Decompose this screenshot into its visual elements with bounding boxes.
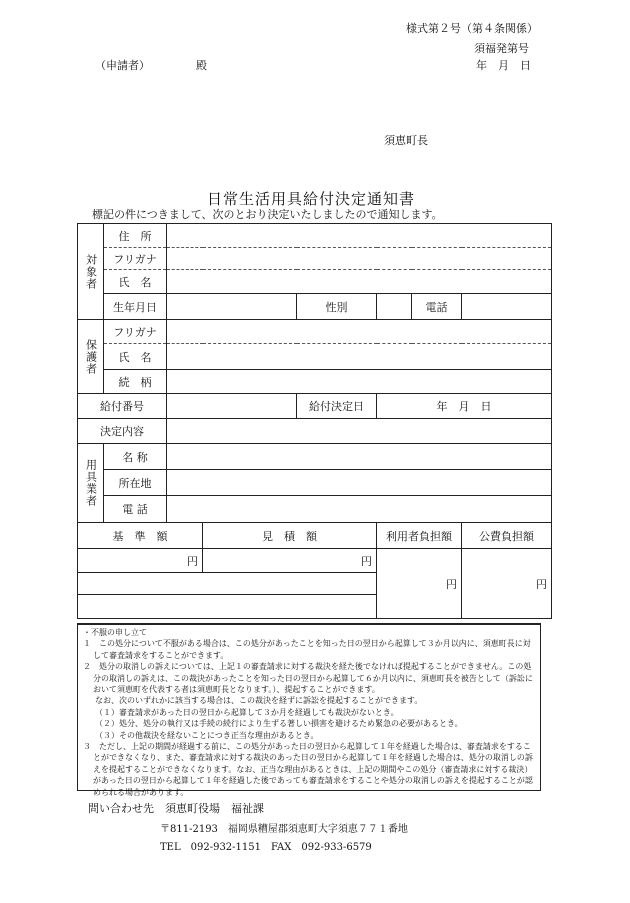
- decision-date-field[interactable]: 年 月 日: [377, 394, 552, 419]
- name-label: 氏 名: [104, 270, 167, 294]
- decision-content-field[interactable]: [167, 419, 552, 444]
- blank-amount-row-2[interactable]: [78, 595, 377, 619]
- applicant-label: （申請者）: [95, 59, 150, 72]
- guardian-name-field[interactable]: [167, 344, 552, 370]
- decision-content-label: 決定内容: [78, 419, 167, 444]
- address-field[interactable]: [167, 224, 552, 248]
- notification-form-table: [77, 223, 552, 619]
- relationship-field[interactable]: [167, 370, 552, 394]
- document-number: 須福発第号: [474, 42, 529, 55]
- vendor-phone-field[interactable]: [167, 496, 552, 523]
- vendor-name-field[interactable]: [167, 444, 552, 470]
- guardian-furigana-label: フリガナ: [104, 320, 167, 344]
- base-amount-label: 基 準 額: [78, 523, 203, 549]
- address-label: 住 所: [104, 224, 167, 248]
- relationship-label: 続 柄: [104, 370, 167, 394]
- yen-unit: 円: [187, 554, 198, 568]
- estimate-amount-field[interactable]: [203, 549, 377, 573]
- yen-unit: 円: [446, 577, 457, 591]
- phone-field[interactable]: [462, 294, 552, 320]
- user-burden-label: 利用者負担額: [377, 523, 462, 549]
- guardian-name-label: 氏 名: [104, 344, 167, 370]
- vendor-location-label: 所在地: [104, 470, 167, 496]
- vendor-location-field[interactable]: [167, 470, 552, 496]
- furigana-field[interactable]: [167, 248, 552, 270]
- vendor-phone-label: 電 話: [104, 496, 167, 523]
- form-number: 様式第２号（第４条関係）: [406, 22, 538, 35]
- decision-date-label: 給付決定日: [297, 394, 377, 419]
- appeal-notes: [77, 623, 541, 797]
- benefit-number-label: 給付番号: [78, 394, 167, 419]
- benefit-number-field[interactable]: [167, 394, 297, 419]
- notes-heading: ・不服の申し立て: [83, 628, 147, 637]
- birthdate-label: 生年月日: [104, 294, 167, 320]
- intro-text: 標記の件につきまして、次のとおり決定いたしましたので通知します。: [92, 208, 443, 221]
- notes-sub-2: （２）処分、処分の執行又は手続の続行により生ずる著しい損害を避けるため緊急の必要があるとき。: [95, 719, 463, 729]
- blank-amount-row-1[interactable]: [78, 573, 377, 595]
- estimate-amount-label: 見 積 額: [203, 523, 377, 549]
- furigana-label: フリガナ: [104, 248, 167, 270]
- name-field[interactable]: [167, 270, 552, 294]
- page-title: 日常生活用具給付決定通知書: [207, 190, 416, 208]
- phone-label: 電話: [412, 294, 462, 320]
- yen-unit: 円: [361, 554, 372, 568]
- vendor-name-label: 名 称: [104, 444, 167, 470]
- gender-label: 性別: [297, 294, 377, 320]
- yen-unit: 円: [536, 577, 547, 591]
- contact-address: 〒811-2193 福岡県糟屋郡須恵町大字須恵７７１番地: [160, 824, 408, 835]
- public-burden-field[interactable]: [462, 549, 552, 619]
- gender-field[interactable]: [377, 294, 412, 320]
- birthdate-field[interactable]: [167, 294, 297, 320]
- notes-item-2: ２ 処分の取消しの訴えについては、上記１の審査請求に対する裁決を経た後でなければ提起することができません。この処分の取消しの訴えは、この裁決があったことを知った日の翌日から起算して６か月以内に、須恵町長を被告として（訴訟において須恵町を代表する者は須恵町長となります。）、提起することができます。: [83, 662, 533, 695]
- issue-date: 年 月 日: [476, 59, 531, 72]
- notes-item-3: ３ ただし、上記の期間が経過する前に、この処分があった日の翌日から起算して１年を経過した場合は、審査請求をすることができなくなり、また、審査請求に対する裁決のあった日の翌日から起算して１年を経過した場合は、処分の取消しの訴えを提起することができなくなります。なお、正当な理由があるときは、上記の期間やこの処分（審査請求に対する裁決）があった日の翌日から起算して１年を経過した後であっても審査請求をすることや処分の取消しの訴えを提起することが認められる場合があります。: [83, 742, 533, 797]
- contact-phone: TEL 092-932-1151 FAX 092-933-6579: [160, 842, 372, 853]
- issuer: 須恵町長: [384, 134, 428, 147]
- base-amount-field[interactable]: [78, 549, 203, 573]
- contact-label: 問い合わせ先 須恵町役場 福祉課: [88, 802, 264, 815]
- notes-sub-3: （３）その他裁決を経ないことにつき正当な理由があるとき。: [95, 730, 319, 740]
- public-burden-label: 公費負担額: [462, 523, 552, 549]
- guardian-section-label: 保護者: [78, 320, 104, 394]
- user-burden-field[interactable]: [377, 549, 462, 619]
- notes-item-2b: なお、次のいずれかに該当する場合は、この裁決を経ずに訴訟を提起することができます。: [95, 696, 423, 706]
- notes-item-1: １ この処分について不服がある場合は、この処分があったことを知った日の翌日から起算して３か月以内に、須恵町長に対して審査請求をすることができます。: [83, 639, 531, 660]
- vendor-section-label: 用具業者: [78, 444, 104, 523]
- subject-section-label: 対象者: [78, 224, 104, 320]
- guardian-furigana-field[interactable]: [167, 320, 552, 344]
- notes-sub-1: （１）審査請求があった日の翌日から起算して３か月を経過しても裁決がないとき。: [95, 707, 399, 717]
- honorific: 殿: [196, 59, 207, 72]
